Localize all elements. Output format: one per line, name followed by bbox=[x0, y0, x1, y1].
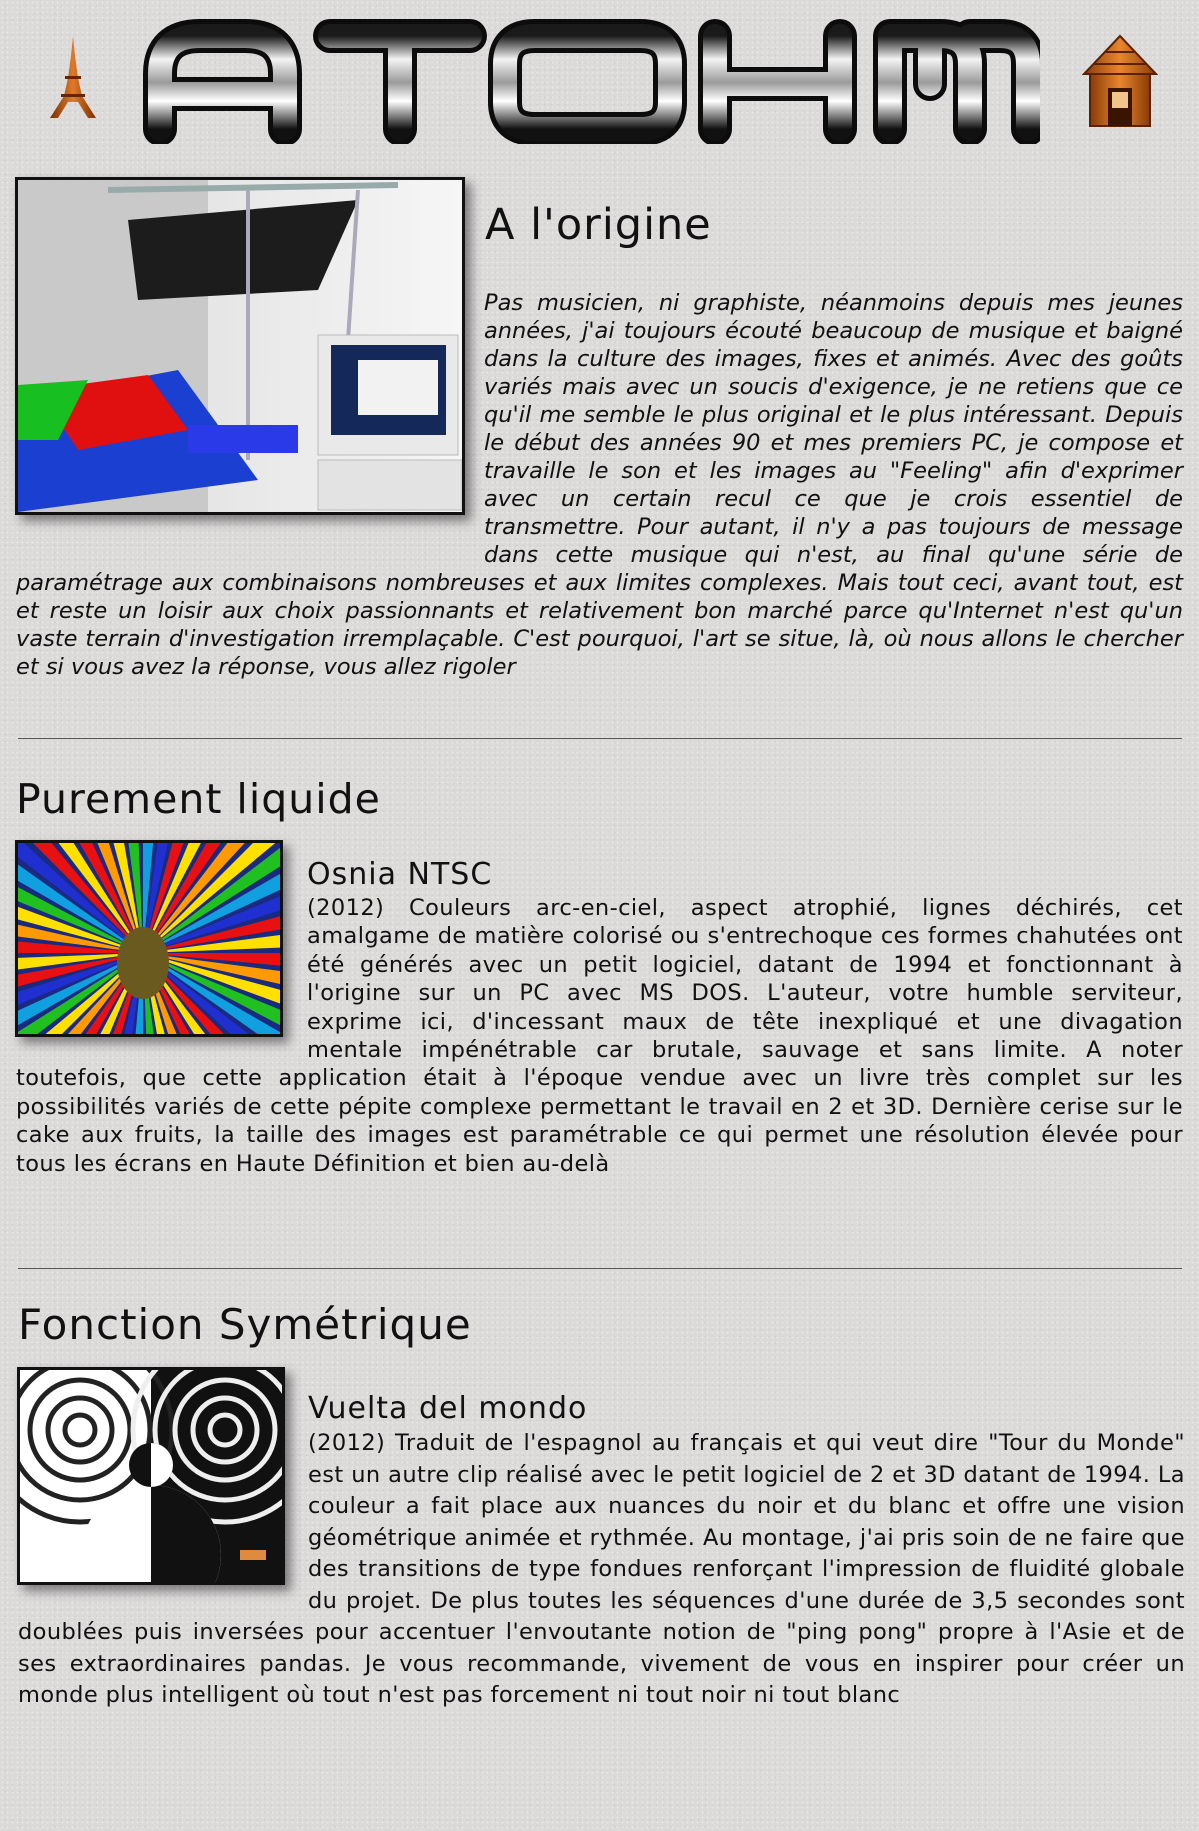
section1-text: Pas musicien, ni graphiste, néanmoins depuis mes jeunes années, j'ai toujours écouté beaucoup de musique et baigné dans la culture des images, fixes et animés. Avec des goûts variés mais avec un soucis d'exigence, je ne retiens que ce qu'il me semble le plus original et le plus intéressant. Depuis le début des années 90 et mes premiers PC, je compose et travaille le son et les images au "Feeling" afin d'exprimer avec un certain recul ce que je crois essentiel de transmettre. Pour autant, il n'y a pas toujours de message dans cette musique qui n'est, au final qu'une série de paramétrage aux combinaisons nombreuses et aux limites complexes. Mais tout ceci, avant tout, est et reste un loisir aux choix passionnants et relativement bon marché parce qu'Internet n'est qu'un vaste terrain d'investigation irremplaçable. C'est pourquoi, l'art se situe, là, où nous allons le chercher et si vous avez la réponse, vous allez rigoler bbox=[16, 290, 1183, 680]
section2-title: Purement liquide bbox=[16, 775, 381, 823]
atohm-logo[interactable] bbox=[140, 14, 1040, 144]
divider-2 bbox=[18, 1268, 1182, 1269]
section3-title: Fonction Symétrique bbox=[18, 1300, 472, 1349]
divider-1 bbox=[18, 738, 1182, 739]
section3-text: (2012) Traduit de l'espagnol au français et qui veut dire "Tour du Monde" est un autre clip réalisé avec le petit logiciel de 2 et 3D datant de 1994. La couleur a fait place aux nuances du noir et du blanc et offre une vision géométrique animée et rythmée. Au montage, j'ai pris soin de ne faire que des transitions de type fondues renforçant l'impression de fluidité globale du projet. De plus toutes les séquences d'une durée de 3,5 secondes sont doublées puis inversées pour accentuer l'envoutante notion de "ping pong" propre à l'Asie et de ses extraordinaires pandas. Je vous recommande, vivement de vous en inspirer pour créer un monde plus intelligent où tout n'est pas forcement ni tout noir ni tout blanc bbox=[18, 1430, 1185, 1708]
section3-body bbox=[18, 1390, 1185, 1712]
section2-subtitle: Osnia NTSC bbox=[307, 857, 493, 892]
header bbox=[0, 0, 1199, 160]
section1-title: A l'origine bbox=[485, 200, 712, 250]
section2-text: (2012) Couleurs arc-en-ciel, aspect atrophié, lignes déchirés, cet amalgame de matière colorisé ou s'entrechoque ces formes chahutées ont été générés avec un petit logiciel, datant de 1994 et fonctionnant à l'origine sur un PC avec MS DOS. L'auteur, votre humble serviteur, exprime ici, d'incessant maux de tête inexpliqué et une divagation mentale impénétrable car brutale, sauvage et sans limite. A noter toutefois, que cette application était à l'époque vendue avec un livre très complet sur les possibilités variés de cette pépite complexe permettant le travail en 2 et 3D. Dernière cerise sur le cake aux fruits, la taille des images est paramétrable ce qui permet une résolution élevée pour tous les écrans en Haute Définition et bien au-delà bbox=[16, 895, 1183, 1177]
section2-body bbox=[16, 856, 1183, 1178]
eiffel-tower-icon[interactable] bbox=[48, 36, 98, 118]
wooden-house-icon[interactable] bbox=[1082, 34, 1158, 128]
section3-subtitle: Vuelta del mondo bbox=[308, 1391, 588, 1426]
section1-body bbox=[16, 289, 1183, 681]
